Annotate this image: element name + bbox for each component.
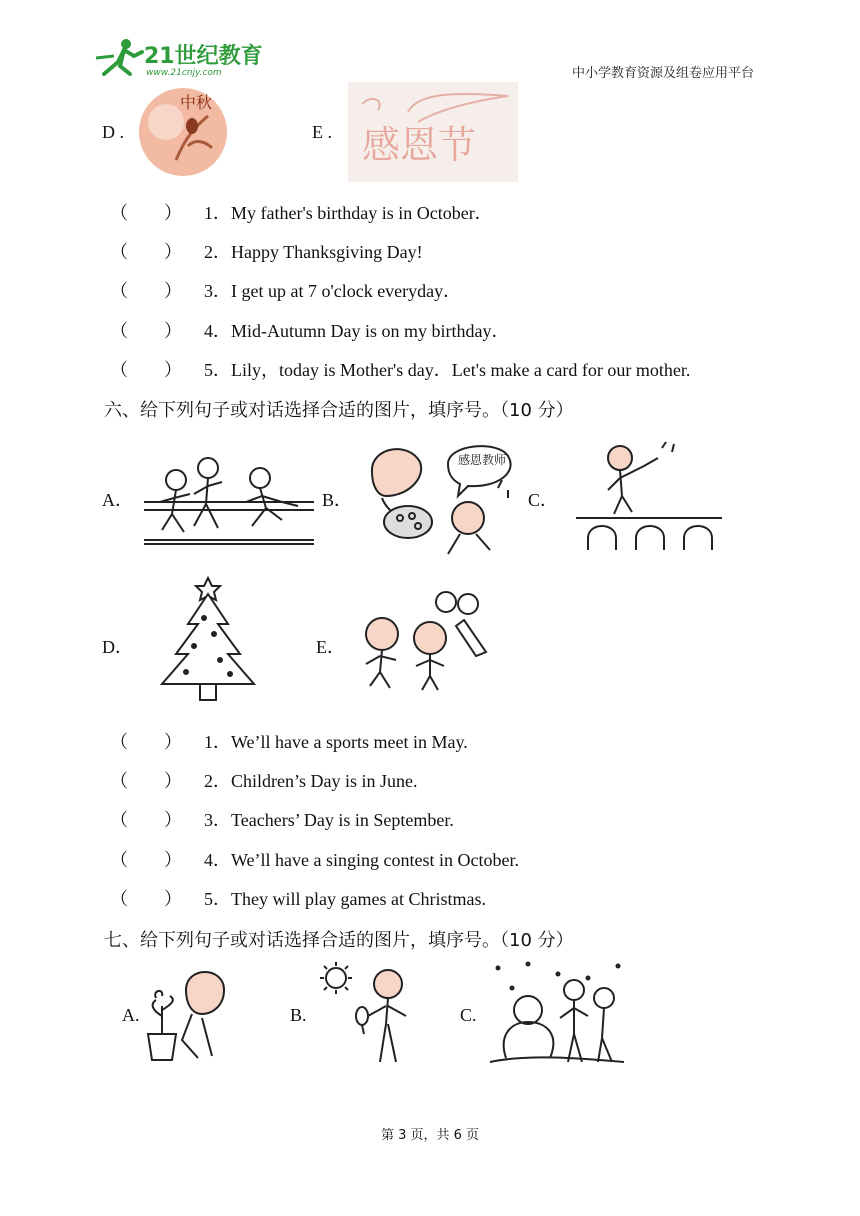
s7-option-c-label: C. <box>460 1005 477 1025</box>
s5-question-2 <box>110 238 423 264</box>
childrens-day-image <box>360 590 496 694</box>
answer-blank[interactable]: （ ） <box>110 810 182 830</box>
answer-blank[interactable]: （ ） <box>110 242 182 262</box>
thanksgiving-caption: 感恩节 <box>362 123 477 167</box>
answer-blank[interactable]: （ ） <box>110 321 182 341</box>
answer-blank[interactable]: （ ） <box>110 203 182 223</box>
s6-option-b-label: B． <box>322 490 353 510</box>
planting-image <box>142 960 230 1064</box>
logo-title: 21世纪教育 <box>144 44 263 69</box>
snowman-image <box>488 958 626 1068</box>
runner-logo-icon <box>94 36 264 78</box>
s6-option-d-label: D． <box>102 637 133 657</box>
christmas-tree-image <box>158 574 258 704</box>
answer-blank[interactable]: （ ） <box>110 771 182 791</box>
mid-autumn-image <box>136 86 230 178</box>
question-text: 2．Happy Thanksgiving Day! <box>204 242 423 262</box>
question-text: 3．I get up at 7 o'clock everyday． <box>204 281 462 301</box>
page-number: 第 3 页，共 6 页 <box>380 1128 480 1143</box>
question-text: 5．They will play games at Christmas. <box>204 889 486 909</box>
s6-question-2 <box>110 767 418 793</box>
s6-option-a-label: A． <box>102 490 133 510</box>
s5-question-3 <box>110 277 461 303</box>
question-text: 4．Mid-Autumn Day is on my birthday． <box>204 321 510 341</box>
s6-option-c-label: C． <box>528 490 559 510</box>
s7-option-b-label: B. <box>290 1005 307 1025</box>
logo-url: www.21cnjy.com <box>146 68 222 78</box>
s5-question-1 <box>110 199 493 225</box>
question-text: 3．Teachers’ Day is in September. <box>204 810 454 830</box>
s6-question-5 <box>110 885 486 911</box>
section-6-title: 六、给下列句子或对话选择合适的图片，填序号。（10 分） <box>104 400 574 421</box>
hot-summer-image <box>318 960 418 1064</box>
s6-option-e-label: E． <box>316 637 345 657</box>
platform-name: 中小学教育资源及组卷应用平台 <box>571 66 754 81</box>
question-text: 1．We’ll have a sports meet in May. <box>204 732 468 752</box>
sports-meet-image <box>142 450 316 546</box>
mid-autumn-caption: 中秋 <box>180 93 213 112</box>
s5-question-5 <box>110 356 690 382</box>
option-d-label: D . <box>102 122 124 142</box>
question-text: 2．Children’s Day is in June. <box>204 771 418 791</box>
answer-blank[interactable]: （ ） <box>110 889 182 909</box>
s5-question-4 <box>110 317 509 343</box>
teachers-day-image <box>368 438 520 558</box>
answer-blank[interactable]: （ ） <box>110 360 182 380</box>
singing-contest-image <box>574 438 724 554</box>
s6-question-4 <box>110 846 519 872</box>
bubble-text: 感恩教师 <box>458 453 507 467</box>
question-text: 4．We’ll have a singing contest in October. <box>204 850 519 870</box>
answer-blank[interactable]: （ ） <box>110 850 182 870</box>
thanksgiving-image <box>348 82 518 182</box>
answer-blank[interactable]: （ ） <box>110 732 182 752</box>
s7-option-a-label: A. <box>122 1005 140 1025</box>
question-text: 5．Lily，today is Mother's day．Let's make a card for our mother. <box>204 360 691 380</box>
s6-question-1 <box>110 728 468 754</box>
s6-question-3 <box>110 806 454 832</box>
site-logo <box>94 36 264 78</box>
option-e-label: E . <box>312 122 332 142</box>
question-text: 1．My father's birthday is in October． <box>204 203 493 223</box>
answer-blank[interactable]: （ ） <box>110 281 182 301</box>
section-7-title: 七、给下列句子或对话选择合适的图片，填序号。（10 分） <box>104 930 574 951</box>
